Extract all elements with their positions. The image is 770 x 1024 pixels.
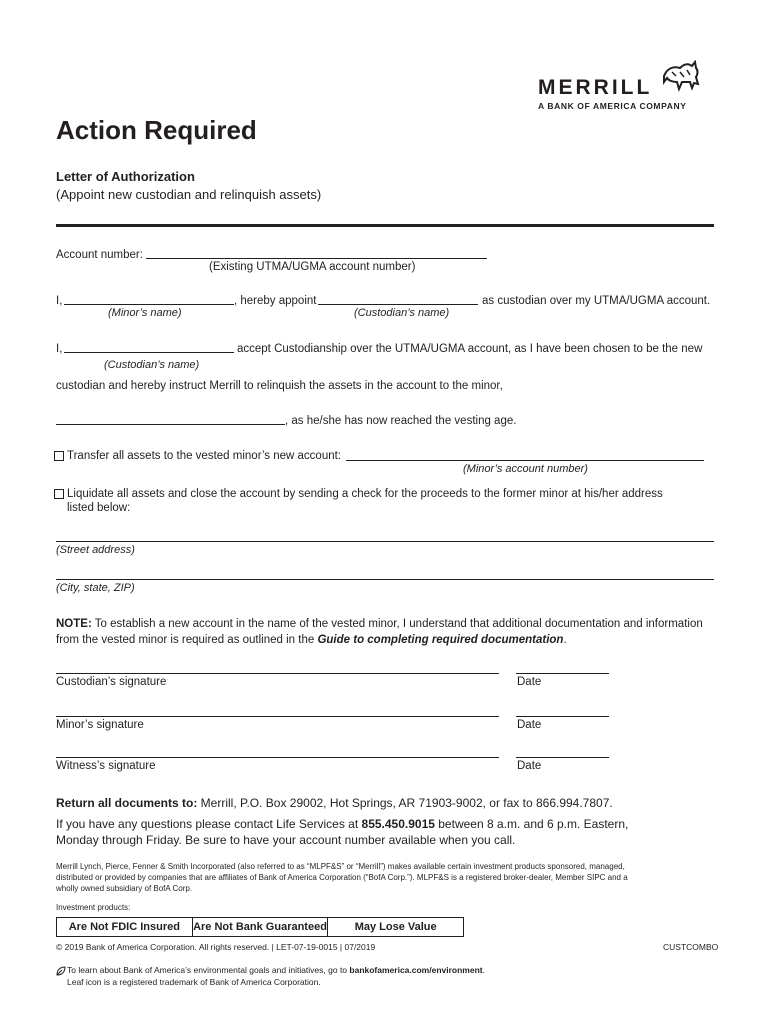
note-line2a: from the vested minor is required as outlined in the [56, 634, 318, 646]
minor-signature-field[interactable] [56, 716, 499, 717]
transfer-checkbox[interactable] [54, 451, 64, 461]
questions-1a: If you have any questions please contact Life Services at [56, 817, 362, 831]
investment-products-label: Investment products: [56, 903, 131, 912]
street-address-field[interactable] [56, 541, 714, 542]
page-title: Action Required [56, 115, 257, 145]
new-custodian-name-field[interactable] [64, 352, 234, 353]
environment-note [67, 965, 485, 975]
note-line2 [56, 634, 567, 646]
return-address [56, 796, 613, 810]
disclaimer-value: May Lose Value [354, 921, 437, 933]
accept-line2: custodian and hereby instruct Merrill to relinquish the assets in the account to the minor, [56, 380, 503, 392]
witness-date-field[interactable] [516, 757, 609, 758]
accept-line3: , as he/she has now reached the vesting age. [285, 415, 517, 427]
minor-name-caption: (Minor’s name) [108, 307, 182, 319]
custodian-date-field[interactable] [516, 673, 609, 674]
env-a: To learn about Bank of America’s environmental goals and initiatives, go to [67, 965, 350, 975]
form-name: Letter of Authorization [56, 169, 195, 184]
environment-link[interactable]: bankofamerica.com/environment [349, 965, 483, 975]
minor-account-number-field[interactable] [346, 460, 704, 461]
questions-line1 [56, 817, 628, 831]
liquidate-label: Liquidate all assets and close the account by sending a check for the proceeds to the former minor at his/her address [67, 488, 663, 500]
merrill-logo-word: MERRILL [538, 76, 653, 99]
minor-signature-label: Minor’s signature [56, 719, 144, 731]
note-bold: NOTE: [56, 618, 92, 630]
questions-1b: between 8 a.m. and 6 p.m. Eastern, [434, 817, 629, 831]
city-state-zip-field[interactable] [56, 579, 714, 580]
copyright: © 2019 Bank of America Corporation. All rights reserved. | LET-07-19-0015 | 07/2019 [56, 942, 376, 952]
leaf-trademark-note: Leaf icon is a registered trademark of Bank of America Corporation. [67, 977, 321, 987]
note-line1 [56, 618, 703, 630]
return-text: Merrill, P.O. Box 29002, Hot Springs, AR 71903-9002, or fax to 866.994.7807. [197, 796, 613, 810]
disclaimer-bank: Are Not Bank Guaranteed [193, 918, 329, 936]
custodian-signature-label: Custodian’s signature [56, 676, 167, 688]
transfer-label: Transfer all assets to the vested minor’s new account: [67, 450, 342, 462]
witness-signature-label: Witness’s signature [56, 760, 156, 772]
disclaimer-fdic: Are Not FDIC Insured [57, 918, 193, 936]
note-text: To establish a new account in the name of the vested minor, I understand that additional documentation and information [91, 618, 703, 630]
appoint-suffix: as custodian over my UTMA/UGMA account. [482, 295, 711, 307]
liquidate-label-2: listed below: [67, 502, 131, 514]
account-number-caption: (Existing UTMA/UGMA account number) [209, 261, 416, 273]
appoint-mid: , hereby appoint [234, 295, 317, 307]
questions-line2: Monday through Friday. Be sure to have your account number available when you call. [56, 833, 516, 847]
guide-link[interactable]: Guide to completing required documentation [317, 634, 564, 646]
header-divider [56, 224, 714, 227]
new-custodian-caption: (Custodian’s name) [104, 359, 200, 371]
legal-line2: distributed or provided by companies that are affiliates of Bank of America Corporation (“BofA Corp.”). MLPF&S is a registered broker-dealer, Member SIPC and a [56, 873, 628, 882]
minor-account-number-caption: (Minor’s account number) [463, 463, 588, 475]
phone-number: 855.450.9015 [361, 817, 435, 831]
logo-subtitle: A BANK OF AMERICA COMPANY [538, 101, 687, 111]
vested-minor-name-field[interactable] [56, 424, 285, 425]
minor-date-field[interactable] [516, 716, 609, 717]
minor-date-label: Date [517, 719, 542, 731]
account-number-label: Account number: [56, 249, 143, 261]
env-b: . [482, 965, 485, 975]
minor-name-field[interactable] [64, 304, 234, 305]
street-address-caption: (Street address) [56, 544, 135, 556]
witness-signature-field[interactable] [56, 757, 499, 758]
bull-icon [662, 60, 702, 99]
witness-date-label: Date [517, 760, 542, 772]
accept-prefix: I, [56, 343, 63, 355]
accept-text: accept Custodianship over the UTMA/UGMA account, as I have been chosen to be the new [237, 343, 703, 355]
leaf-icon [56, 963, 66, 981]
form-subtitle: (Appoint new custodian and relinquish assets) [56, 187, 322, 202]
city-state-zip-caption: (City, state, ZIP) [56, 582, 135, 594]
appoint-prefix: I, [56, 295, 63, 307]
disclaimer-box [56, 917, 464, 937]
note-line2b: . [563, 634, 567, 646]
return-bold: Return all documents to: [56, 796, 198, 810]
legal-line3: wholly owned subsidiary of BofA Corp. [56, 884, 193, 893]
custodian-name-caption: (Custodian’s name) [354, 307, 450, 319]
custodian-date-label: Date [517, 676, 542, 688]
custodian-name-field[interactable] [318, 304, 478, 305]
form-code: CUSTCOMBO [663, 942, 719, 952]
liquidate-checkbox[interactable] [54, 489, 64, 499]
account-number-field[interactable] [146, 258, 487, 259]
custodian-signature-field[interactable] [56, 673, 499, 674]
legal-line1: Merrill Lynch, Pierce, Fenner & Smith Incorporated (also referred to as “MLPF&S” or “Merrill”) makes available certain investment products sponsored, managed, [56, 862, 625, 871]
